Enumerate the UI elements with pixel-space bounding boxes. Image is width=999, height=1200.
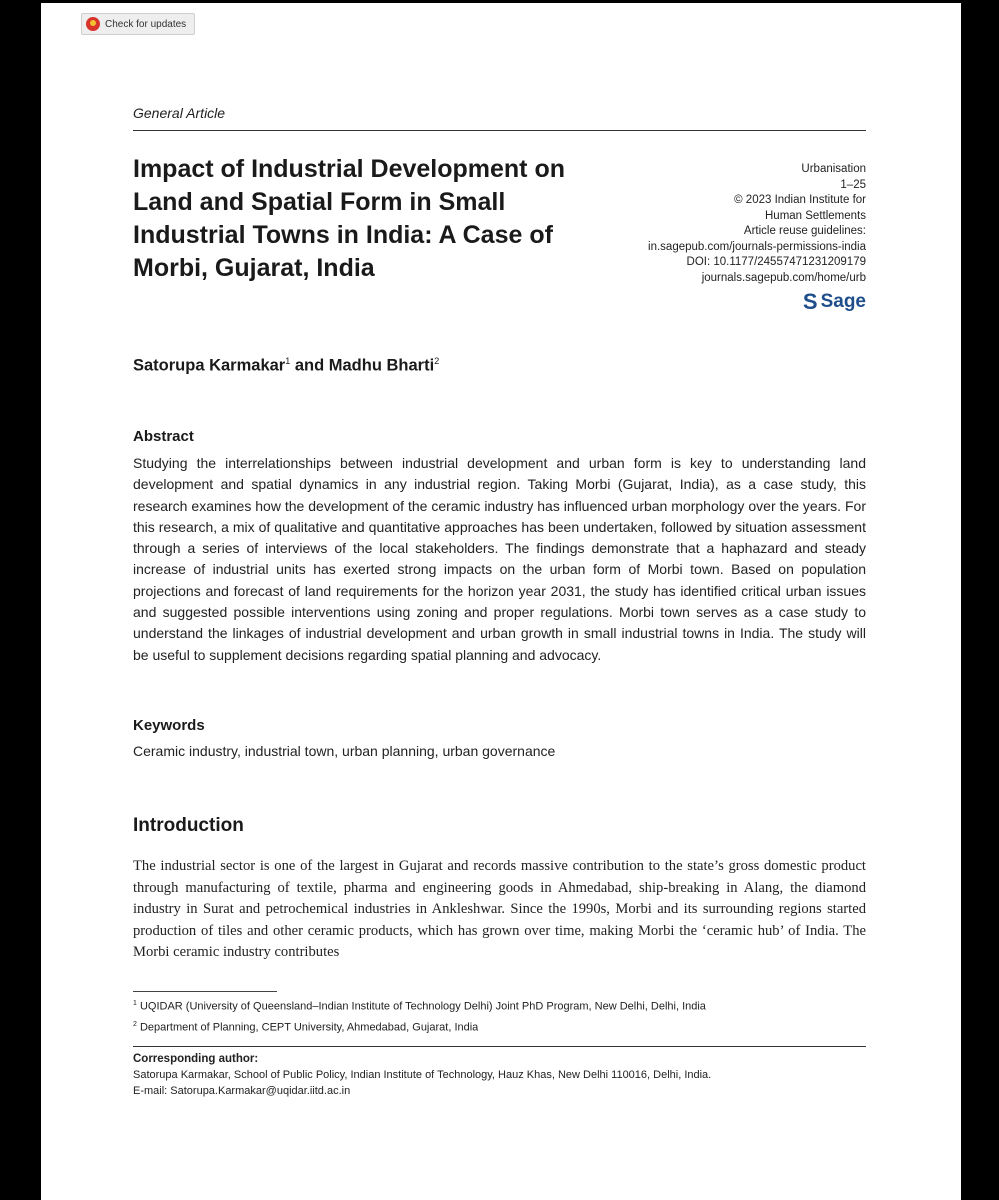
author-1-affiliation-mark: 1 bbox=[285, 356, 291, 366]
footnotes bbox=[133, 995, 866, 1036]
publisher-logo bbox=[803, 289, 866, 315]
abstract-heading: Abstract bbox=[133, 428, 194, 445]
keywords-heading: Keywords bbox=[133, 717, 205, 734]
check-for-updates-button[interactable] bbox=[81, 13, 195, 35]
footnote-rule bbox=[133, 991, 277, 992]
journal-name: Urbanisation bbox=[801, 163, 866, 175]
footnote-2-text: Department of Planning, CEPT University, Ahmedabad, Gujarat, India bbox=[139, 1021, 479, 1034]
publisher-name: Sage bbox=[820, 291, 866, 312]
section-label: General Article bbox=[133, 105, 226, 121]
copyright-holder: Human Settlements bbox=[765, 209, 866, 222]
crossmark-icon bbox=[86, 17, 100, 31]
doi-link[interactable]: DOI: 10.1177/24557471231209179 bbox=[686, 256, 866, 268]
article-title: Impact of Industrial Development on Land and Spatial Form in Small Industrial Towns in India: A Case of Morbi, Gujarat, India bbox=[133, 155, 565, 282]
reuse-guidelines-link[interactable]: in.sagepub.com/journals-permissions-india bbox=[648, 240, 866, 253]
check-for-updates-label: Check for updates bbox=[105, 18, 187, 30]
corresponding-address: Satorupa Karmakar, School of Public Policy, Indian Institute of Technology, Hauz Khas, New Delhi 110016, Delhi, India. bbox=[133, 1069, 712, 1081]
keywords-text: Ceramic industry, industrial town, urban planning, urban governance bbox=[133, 743, 556, 759]
journal-meta bbox=[596, 162, 866, 286]
introduction-heading: Introduction bbox=[133, 815, 244, 836]
abstract-text: Studying the interrelationships between industrial development and urban form is key to understanding land development and spatial dynamics in any industrial region. Taking Morbi (Gujarat, India), as a case study, this research examines how the development of the ceramic industry has influenced urban morphology over the years. For this research, a mix of qualitative and quantitative approaches has been undertaken, followed by situation assessment through a series of interviews of the local stakeholders. The findings demonstrate that a haphazard and steady increase of industrial units has exerted strong impacts on the urban form of Morbi town. Based on population projections and forecast of land requirements for the horizon year 2031, the study has identified critical urban issues and suggested possible interventions using zoning and proper regulations. Morbi town serves as a case study to understand the linkages of industrial development and urban growth in small industrial towns in India. The study will be useful to supplement decisions regarding spatial planning and advocacy. bbox=[133, 455, 866, 663]
corresponding-rule bbox=[133, 1046, 866, 1047]
author-joiner: and bbox=[290, 356, 329, 375]
footnote-1-mark: 1 bbox=[133, 1000, 137, 1007]
copyright-line: © 2023 Indian Institute for bbox=[734, 194, 866, 206]
footnote-2-mark: 2 bbox=[133, 1020, 137, 1028]
reuse-guidelines-label: Article reuse guidelines: bbox=[743, 225, 866, 237]
article-page bbox=[41, 3, 961, 1200]
introduction-text: The industrial sector is one of the largest in Gujarat and records massive contribution to the state’s gross domestic product through manufacturing of textile, pharma and engineering goods in Ahmedabad, ship-breaking in Alang, the diamond industry in Surat and petrochemical industries in Ankleshwar. Since the 1990s, Morbi and its surrounding regions started production of tiles and other ceramic products, which has grown over time, making Morbi the ‘ceramic hub’ of India. The Morbi ceramic industry contributes bbox=[133, 858, 866, 960]
author-2-affiliation-mark: 2 bbox=[434, 356, 440, 366]
corresponding-author-block bbox=[133, 1051, 866, 1099]
corresponding-email[interactable]: E-mail: Satorupa.Karmakar@uqidar.iitd.ac.in bbox=[133, 1085, 351, 1097]
footnote-1 bbox=[133, 995, 866, 1016]
page-range: 1–25 bbox=[840, 178, 866, 191]
author-2: Madhu Bharti bbox=[328, 356, 435, 375]
author-line bbox=[133, 356, 439, 376]
footnote-2 bbox=[133, 1016, 866, 1037]
corresponding-heading: Corresponding author: bbox=[133, 1053, 259, 1065]
header-rule bbox=[133, 130, 866, 131]
sage-s-icon: S bbox=[802, 289, 818, 314]
footnote-1-text: UQIDAR (University of Queensland–Indian Institute of Technology Delhi) Joint PhD Program, New Delhi, Delhi, India bbox=[139, 1000, 706, 1013]
author-1: Satorupa Karmakar bbox=[133, 356, 286, 375]
journal-home-link[interactable]: journals.sagepub.com/home/urb bbox=[701, 271, 866, 284]
